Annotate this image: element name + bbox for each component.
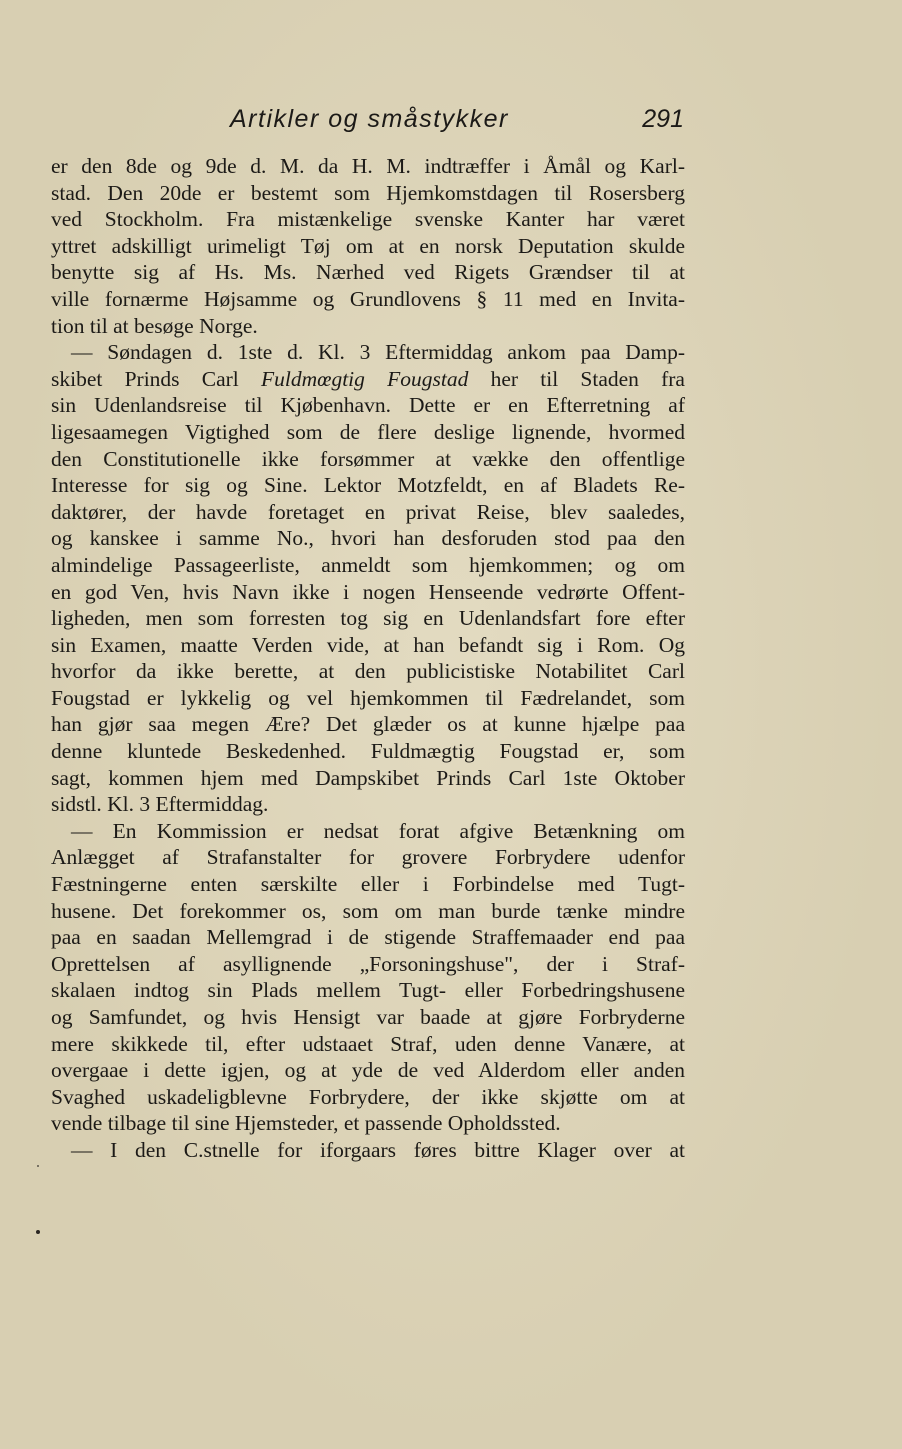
text-line-content: vende tilbage til sine Hjemsteder, et passende Opholdssted. xyxy=(51,1111,561,1136)
text-line xyxy=(51,1137,685,1164)
text-line-content: ligesaamegen Vigtighed som de flere deslige lignende, hvormed xyxy=(51,419,685,444)
text-line-content: stad. Den 20de er bestemt som Hjemkomstdagen til Rosersberg xyxy=(51,180,685,205)
text-line-content: ved Stockholm. Fra mistænkelige svenske Kanter har været xyxy=(51,207,685,232)
text-line-content: og kanskee i samme No., hvori han desforuden stod paa den xyxy=(51,526,685,551)
text-line xyxy=(51,366,685,393)
text-line-content: Svaghed uskadeligblevne Forbrydere, der ikke skjøtte om at xyxy=(51,1084,685,1109)
text-line-content: sagt, kommen hjem med Dampskibet Prinds Carl 1ste Oktober xyxy=(51,765,685,790)
text-line xyxy=(51,818,685,845)
text-line-content: yttret adskilligt urimeligt Tøj om at en norsk Deputation skulde xyxy=(51,233,685,258)
text-line xyxy=(51,924,685,951)
text-line xyxy=(51,685,685,712)
text-line-content: husene. Det forekommer os, som om man burde tænke mindre xyxy=(51,898,685,923)
text-line xyxy=(51,552,685,579)
text-line-content: — Søndagen d. 1ste d. Kl. 3 Eftermiddag ankom paa Damp- xyxy=(71,340,685,365)
text-line xyxy=(51,392,685,419)
text-line-content: — En Kommission er nedsat forat afgive Betænkning om xyxy=(71,818,685,843)
text-line xyxy=(51,871,685,898)
text-line xyxy=(51,791,685,818)
text-line-content: ligheden, men som forresten tog sig en Udenlandsfart fore efter xyxy=(51,606,685,631)
text-line xyxy=(51,632,685,659)
text-line xyxy=(51,286,685,313)
text-line xyxy=(51,605,685,632)
text-line xyxy=(51,579,685,606)
text-line xyxy=(51,339,685,366)
text-line-content: han gjør saa megen Ære? Det glæder os at kunne hjælpe paa xyxy=(51,712,685,737)
page-number: 291 xyxy=(642,105,684,133)
text-line xyxy=(51,180,685,207)
text-line xyxy=(51,844,685,871)
text-line xyxy=(51,313,685,340)
text-line xyxy=(51,153,685,180)
print-speck xyxy=(37,1165,39,1167)
text-line xyxy=(51,977,685,1004)
text-line-content: tion til at besøge Norge. xyxy=(51,313,258,338)
text-line-content: skibet Prinds Carl xyxy=(51,366,261,391)
text-line xyxy=(51,1004,685,1031)
body-text xyxy=(51,153,685,1164)
text-line xyxy=(51,951,685,978)
text-line xyxy=(51,259,685,286)
text-line-content: benytte sig af Hs. Ms. Nærhed ved Rigets Grændser til at xyxy=(51,260,685,285)
text-line xyxy=(51,658,685,685)
text-line-content: almindelige Passageerliste, anmeldt som hjemkommen; og om xyxy=(51,552,685,577)
text-line xyxy=(51,1057,685,1084)
text-line xyxy=(51,446,685,473)
text-line-content: Anlægget af Strafanstalter for grovere Forbrydere udenfor xyxy=(51,845,685,870)
print-speck xyxy=(36,1230,40,1234)
text-line-content: en god Ven, hvis Navn ikke i nogen Henseende vedrørte Offent- xyxy=(51,579,685,604)
text-line xyxy=(51,419,685,446)
text-line-content: Interesse for sig og Sine. Lektor Motzfeldt, en af Bladets Re- xyxy=(51,473,685,498)
text-line-content: denne kluntede Beskedenhed. Fuldmægtig Fougstad er, som xyxy=(51,739,685,764)
text-line xyxy=(51,472,685,499)
text-line-content: Oprettelsen af asyllignende „Forsoningshuse", der i Straf- xyxy=(51,951,685,976)
text-line xyxy=(51,233,685,260)
text-line xyxy=(51,765,685,792)
text-line xyxy=(51,1110,685,1137)
text-line-content: Fæstningerne enten særskilte eller i Forbindelse med Tugt- xyxy=(51,872,685,897)
page-header xyxy=(50,105,686,141)
text-line-content: sin Examen, maatte Verden vide, at han befandt sig i Rom. Og xyxy=(51,632,685,657)
text-line-content: overgaae i dette igjen, og at yde de ved Alderdom eller anden xyxy=(51,1058,685,1083)
text-line-content: her til Staden fra xyxy=(468,366,685,391)
text-line-content: Fougstad er lykkelig og vel hjemkommen til Fædrelandet, som xyxy=(51,685,685,710)
text-line-content: den Constitutionelle ikke forsømmer at vække den offentlige xyxy=(51,446,685,471)
text-line xyxy=(51,525,685,552)
text-line xyxy=(51,1031,685,1058)
text-line-content: ville fornærme Højsamme og Grundlovens § 11 med en Invita- xyxy=(51,286,685,311)
running-title: Artikler og småstykker xyxy=(230,105,509,133)
text-line-content: og Samfundet, og hvis Hensigt var baade at gjøre Forbryderne xyxy=(51,1005,685,1029)
text-line xyxy=(51,499,685,526)
text-line xyxy=(51,898,685,925)
text-line xyxy=(51,206,685,233)
text-line xyxy=(51,1084,685,1111)
text-line-content: paa en saadan Mellemgrad i de stigende Straffemaader end paa xyxy=(51,925,685,950)
text-line-content: daktører, der havde foretaget en privat Reise, blev saaledes, xyxy=(51,499,685,524)
text-line-content: sin Udenlandsreise til Kjøbenhavn. Dette er en Efterretning af xyxy=(51,393,685,418)
text-line-content: mere skikkede til, efter udstaaet Straf, uden denne Vanære, at xyxy=(51,1031,685,1056)
text-line-content: hvorfor da ikke berette, at den publicistiske Notabilitet Carl xyxy=(51,659,685,684)
italic-name: Fuldmœgtig Fougstad xyxy=(260,366,469,391)
text-line-content: sidstl. Kl. 3 Eftermiddag. xyxy=(51,792,269,817)
text-line-content: — I den C.stnelle for iforgaars føres bittre Klager over at xyxy=(71,1137,685,1162)
text-line xyxy=(51,711,685,738)
text-line-content: skalaen indtog sin Plads mellem Tugt- eller Forbedringshusene xyxy=(51,978,685,1003)
text-line-content: er den 8de og 9de d. M. da H. M. indtræffer i Åmål og Karl- xyxy=(51,154,685,178)
text-line xyxy=(51,738,685,765)
